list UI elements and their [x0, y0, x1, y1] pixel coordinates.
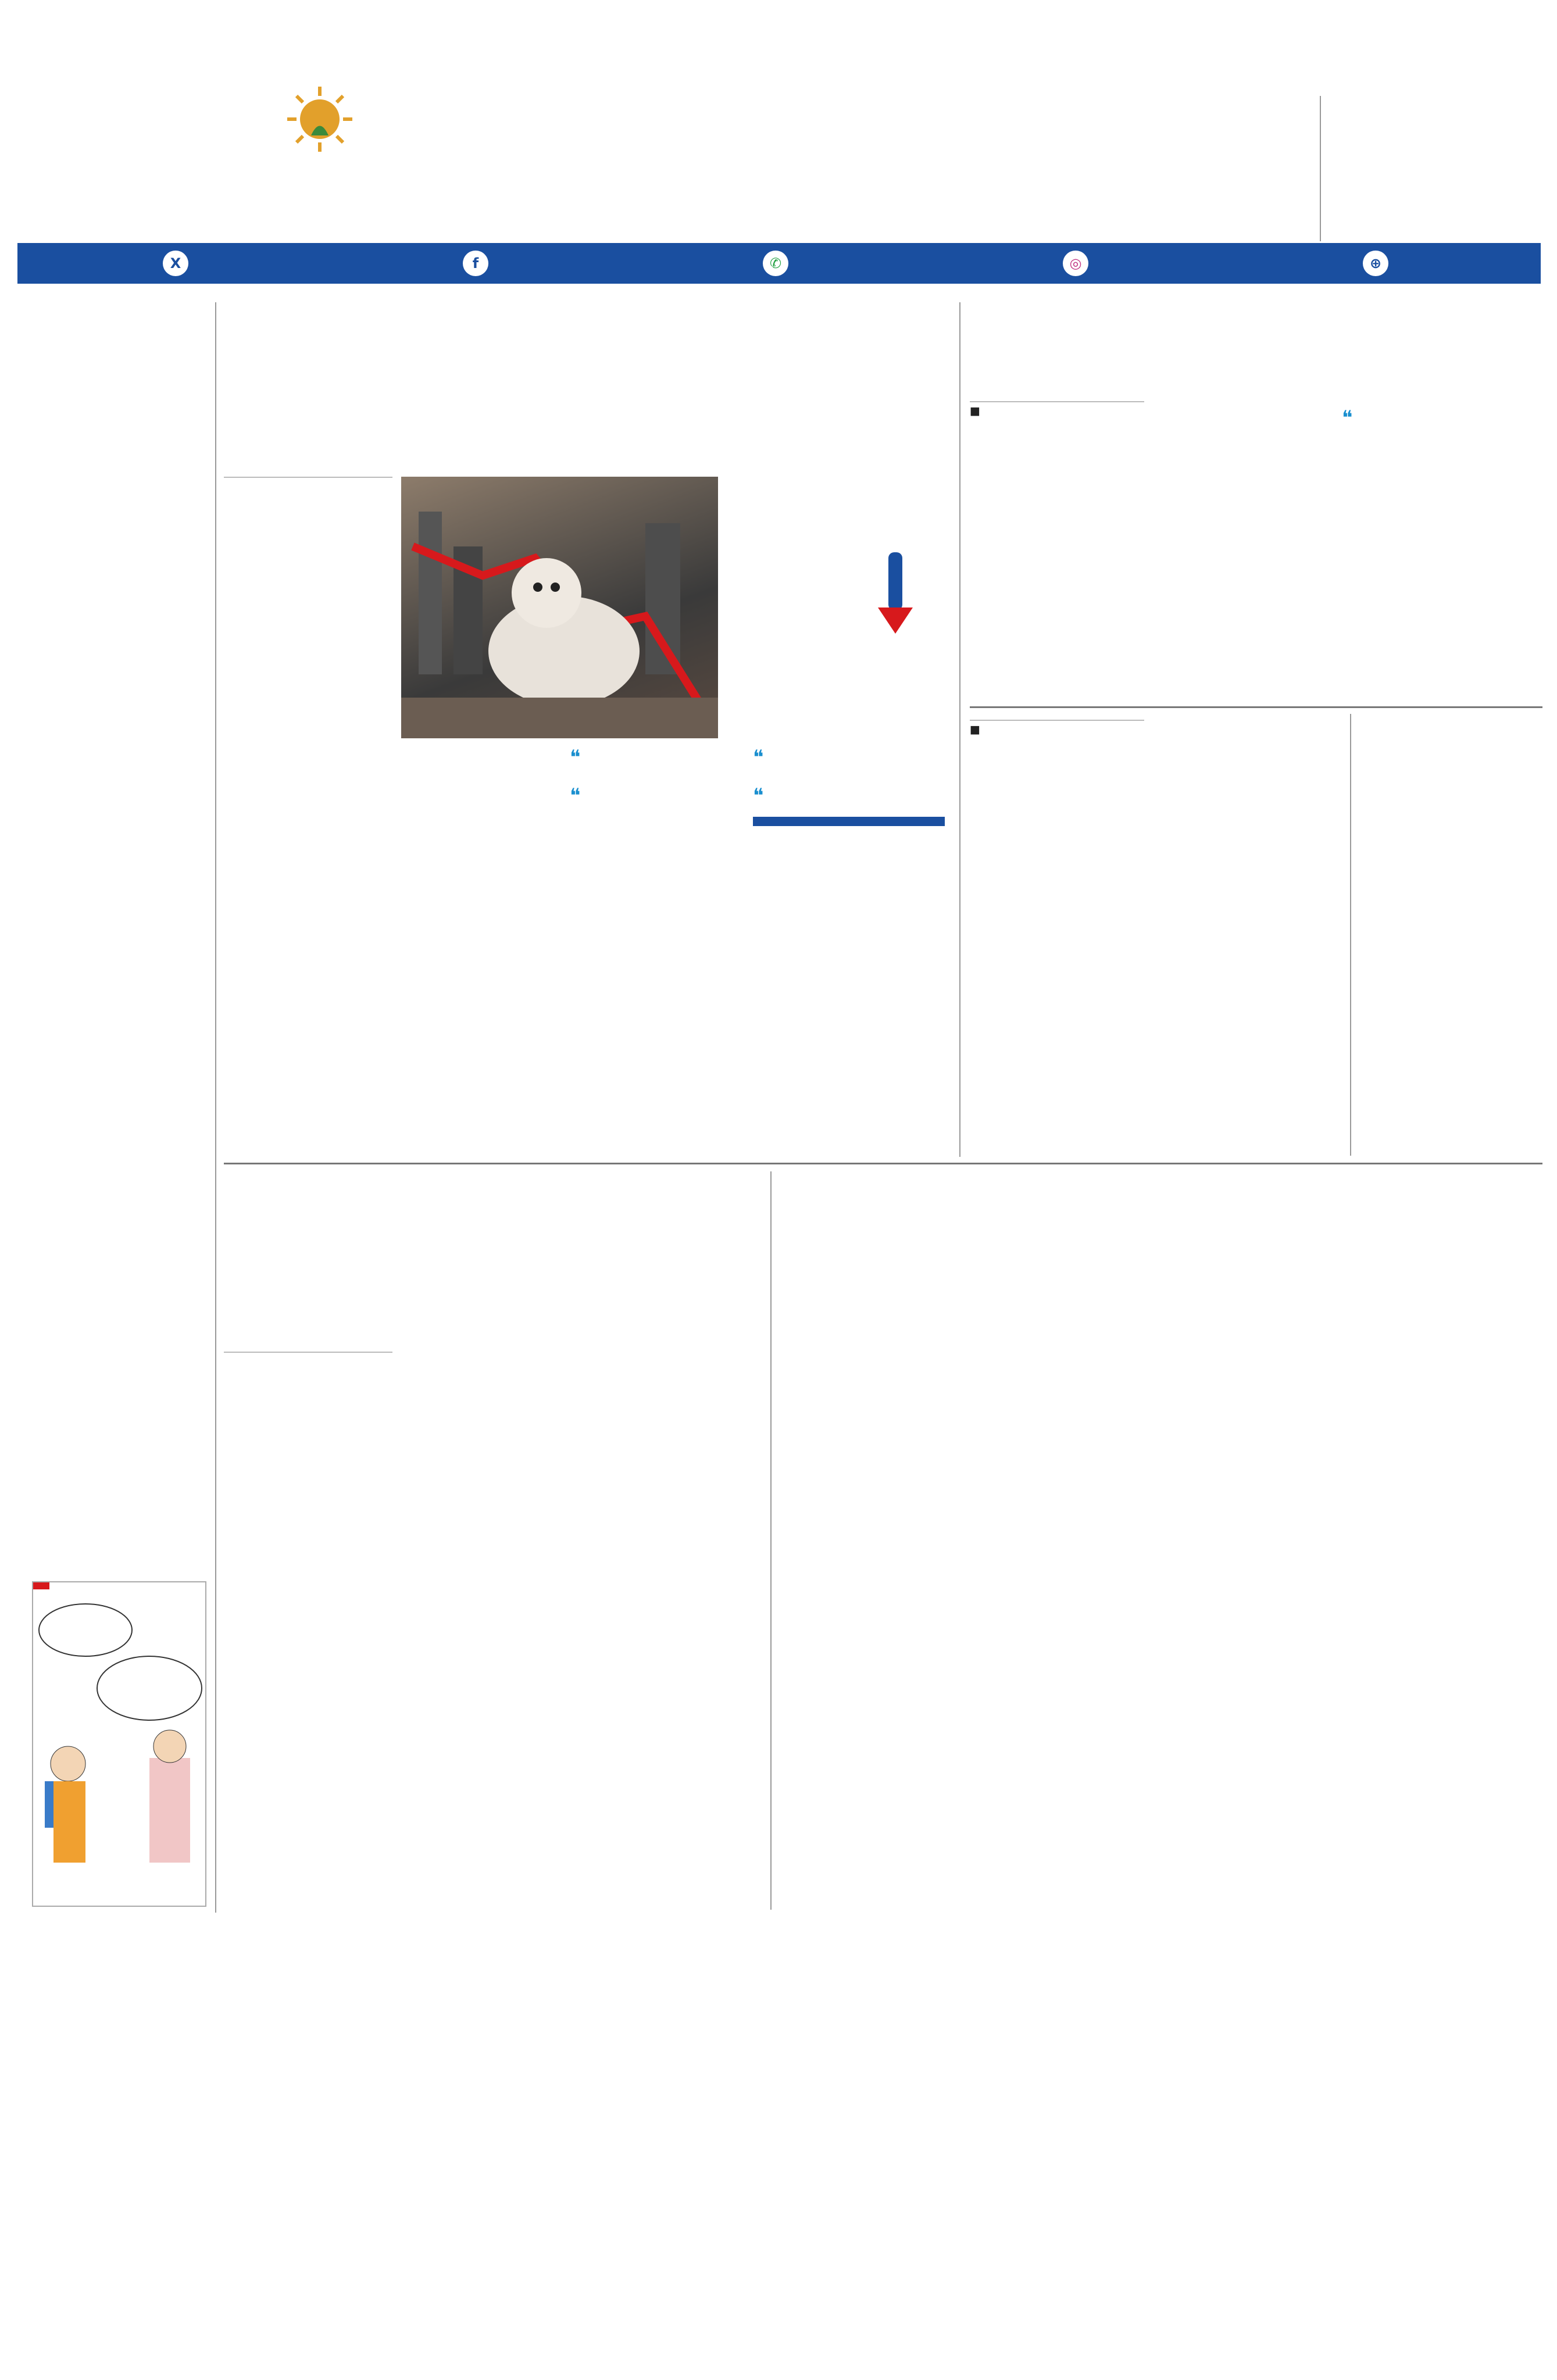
khandwa-dead-list: [1162, 494, 1330, 496]
whatsapp-link[interactable]: [763, 251, 795, 276]
twitter-link[interactable]: [163, 251, 195, 276]
lead-byline-block: [224, 477, 392, 485]
quote-block-1: [570, 744, 744, 812]
divider: [224, 1163, 1542, 1164]
waqf-story: [224, 1171, 762, 1910]
index-down-arrow: [878, 552, 913, 634]
lead-photo-bear: [401, 477, 718, 738]
divider: [770, 1171, 772, 1910]
cartoon-illustration: [33, 1589, 205, 1874]
left-column: [32, 302, 206, 319]
divider: [959, 302, 960, 1157]
gold-section: [224, 796, 392, 799]
social-bar: [17, 243, 1541, 284]
waqf-body: [224, 1392, 573, 1904]
masthead: [0, 0, 1557, 265]
instagram-link[interactable]: [1063, 251, 1095, 276]
awards-body: [970, 741, 1342, 1043]
facebook-icon: f: [463, 251, 488, 276]
whatsapp-icon: ✆: [763, 251, 788, 276]
khandwa-body: [970, 442, 1330, 698]
judges-story: [779, 1171, 954, 1176]
quote-2: [570, 782, 744, 810]
awards-story: ■: [970, 714, 1342, 1043]
logo: [279, 52, 1256, 186]
waqf-sidebar: [584, 1346, 759, 1354]
instagram-icon: ◎: [1063, 251, 1088, 276]
bitcoin-section: [401, 744, 561, 748]
masthead-divider: [1320, 96, 1321, 241]
facebook-link[interactable]: [463, 251, 495, 276]
website-link[interactable]: [1363, 251, 1395, 276]
quote-3: [753, 744, 945, 772]
quote-4: [753, 782, 945, 810]
brazil-box: [753, 817, 945, 826]
quote-1: [570, 744, 744, 772]
date-block: [35, 17, 233, 23]
lead-story: [224, 302, 951, 1168]
khandwa-gas: [1342, 401, 1540, 435]
khandwa-story: ■ ❝: [970, 302, 1542, 703]
cartoon-box: [32, 1581, 206, 1907]
globe-icon: ⊕: [1363, 251, 1388, 276]
sun-icon: [285, 84, 355, 154]
cartoon-title: [33, 1582, 205, 1589]
divider: [970, 706, 1542, 708]
divider: [215, 302, 216, 1913]
twitter-icon: X: [163, 251, 188, 276]
quote-block-2: [753, 744, 945, 826]
sc-delhi-story: [1359, 714, 1542, 719]
divider: [1350, 714, 1351, 1156]
